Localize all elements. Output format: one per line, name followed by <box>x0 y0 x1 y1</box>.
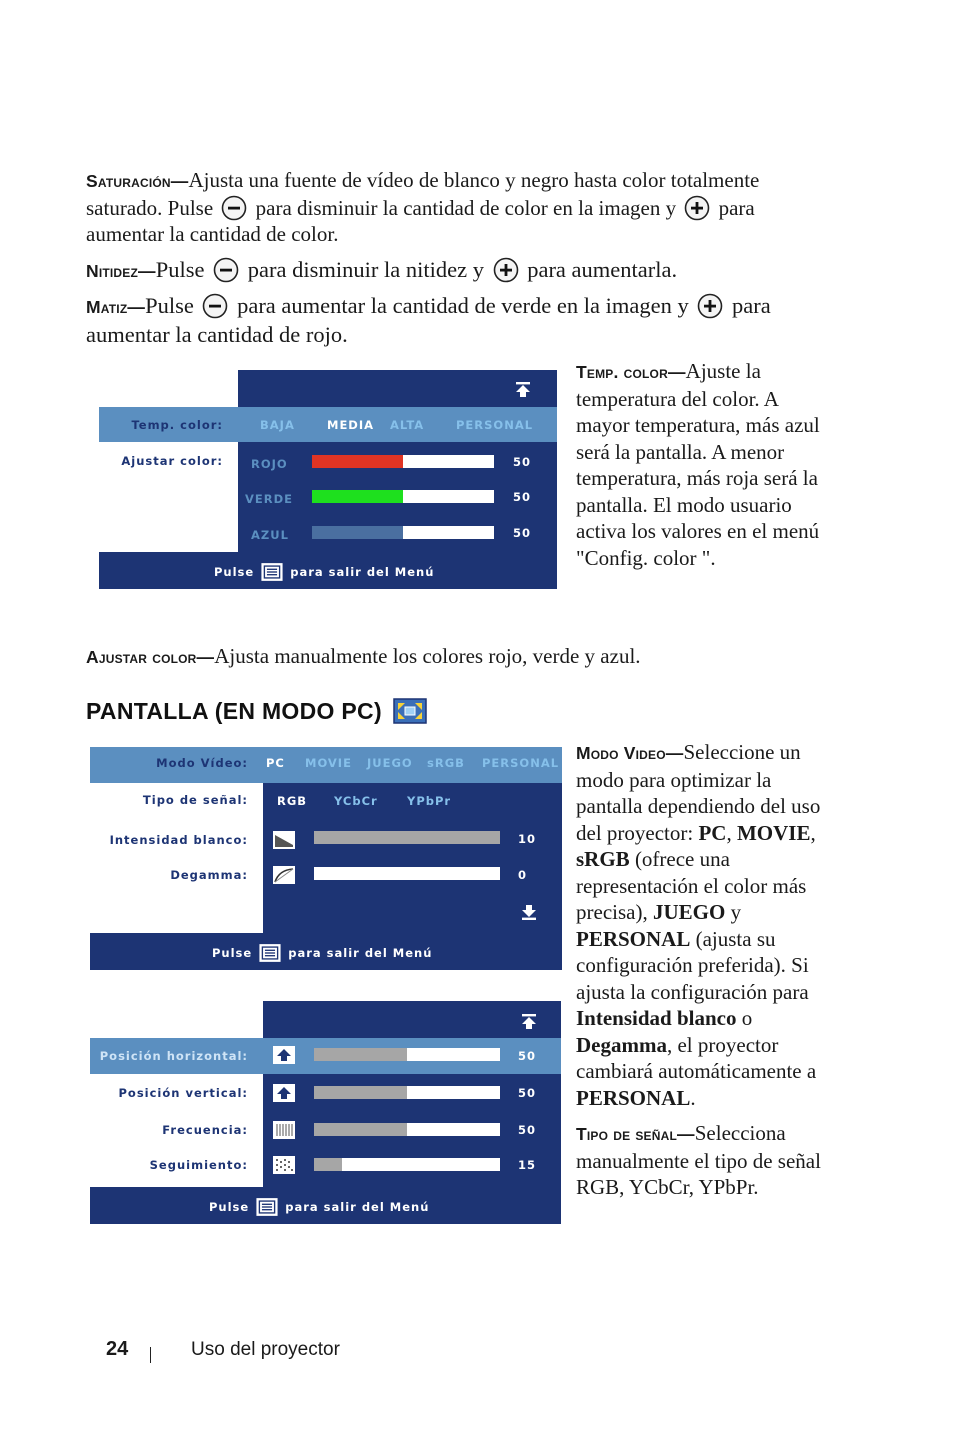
minus-button-icon <box>213 257 239 283</box>
up-arrow-icon[interactable] <box>513 380 533 400</box>
section-heading-text: PANTALLA (EN MODO PC) <box>86 698 382 724</box>
posicion-horizontal-slider-fill <box>314 1048 407 1061</box>
footer-section-title: Uso del proyector <box>191 1339 340 1360</box>
seguimiento-slider[interactable] <box>314 1158 500 1171</box>
osd-position-menu <box>90 1001 561 1224</box>
temp-color-text: Ajuste la temperatura del color. A mayor temperatura, más azul será la pantalla. A menor temperatura, más roja será la pantalla. El modo usuario activa los valores en el menú "Config. color ". <box>576 359 820 570</box>
nitidez-paragraph <box>86 256 846 285</box>
bold-movie: MOVIE <box>736 820 811 845</box>
seguimiento-slider-fill <box>314 1158 342 1171</box>
temp-color-paragraph <box>576 358 828 571</box>
ajustar-color-paragraph <box>86 643 846 671</box>
rojo-slider-fill <box>312 455 403 468</box>
tipo-senal-text: Selecciona manualmente el tipo de señal RGB, YCbCr, YPbPr. <box>576 1121 821 1199</box>
mode-movie[interactable]: MOVIE <box>305 756 352 770</box>
mode-juego[interactable]: JUEGO <box>367 756 413 770</box>
azul-value: 50 <box>513 526 532 540</box>
footer-pulse: Pulse <box>212 946 253 960</box>
modo-video-text: , <box>726 820 737 845</box>
section-heading <box>86 698 427 725</box>
ajustar-color-text: Ajusta manualmente los colores rojo, verde y azul. <box>214 644 641 668</box>
matiz-term: Matiz— <box>86 297 146 317</box>
temp-option-alta[interactable]: ALTA <box>390 418 425 432</box>
modo-video-text: . <box>690 1085 696 1110</box>
verde-slider-fill <box>312 490 403 503</box>
down-arrow-icon[interactable] <box>519 902 539 922</box>
azul-slider-fill <box>312 526 403 539</box>
degamma-icon <box>273 866 295 884</box>
tipo-senal-label: Tipo de señal: <box>142 793 248 807</box>
rojo-value: 50 <box>513 455 532 469</box>
verde-label: VERDE <box>245 492 294 506</box>
nitidez-text-3: para aumentarla. <box>527 257 678 282</box>
footer-exit-text: para salir del Menú <box>285 1200 430 1214</box>
frequency-icon <box>273 1121 295 1139</box>
plus-button-icon <box>684 195 710 221</box>
footer-exit-text: para salir del Menú <box>290 565 435 579</box>
osd-footer-text <box>212 943 432 963</box>
verde-slider[interactable] <box>312 490 494 503</box>
osd-color-menu <box>99 370 557 589</box>
modo-video-text: Seleccione un modo para optimizar la pantalla dependiendo del uso del proyector: <box>576 740 821 845</box>
modo-video-text: (ofrece una representación el color más precisa), <box>576 847 807 924</box>
frecuencia-label: Frecuencia: <box>162 1123 248 1137</box>
plus-button-icon <box>697 293 723 319</box>
temp-option-media[interactable]: MEDIA <box>327 418 375 432</box>
ajustar-color-term: Ajustar color— <box>86 647 215 667</box>
posicion-vertical-value: 50 <box>518 1086 537 1100</box>
modo-video-paragraph <box>576 739 828 1111</box>
matiz-paragraph <box>86 292 846 349</box>
display-settings-icon <box>393 698 427 724</box>
minus-button-icon <box>202 293 228 319</box>
nitidez-text: Pulse <box>155 257 205 282</box>
saturacion-term: Saturación— <box>86 171 189 191</box>
frecuencia-value: 50 <box>518 1123 537 1137</box>
degamma-label: Degamma: <box>170 868 248 882</box>
footer-pulse: Pulse <box>209 1200 250 1214</box>
matiz-text-2: para aumentar la cantidad de verde en la imagen y <box>237 293 689 318</box>
minus-button-icon <box>221 195 247 221</box>
footer-pulse: Pulse <box>214 565 255 579</box>
osd-footer-text <box>214 562 434 582</box>
osd-footer-text <box>209 1197 429 1217</box>
matiz-text-3: para aumentar la cantidad de rojo. <box>86 293 771 347</box>
intensidad-blanco-slider[interactable] <box>314 831 500 844</box>
modo-video-label: Modo Vídeo: <box>156 756 248 770</box>
azul-label: AZUL <box>251 528 289 542</box>
temp-color-term: Temp. color— <box>576 362 686 382</box>
modo-video-text: , el proyector cambiará automáticamente a <box>576 1032 817 1083</box>
bold-intensidad-blanco: Intensidad blanco <box>576 1006 737 1030</box>
nitidez-term: Nitidez— <box>86 261 156 281</box>
seguimiento-value: 15 <box>518 1158 537 1172</box>
modo-video-text: y <box>725 900 742 924</box>
posicion-horizontal-label: Posición horizontal: <box>99 1049 248 1063</box>
modo-video-text: , <box>810 820 816 845</box>
mode-srgb[interactable]: sRGB <box>427 756 465 770</box>
matiz-text: Pulse <box>145 293 194 318</box>
footer-divider <box>150 1347 151 1363</box>
signal-ypbpr[interactable]: YPbPr <box>407 794 452 808</box>
saturacion-text: Ajusta una fuente de vídeo de blanco y negro hasta color totalmente saturado. Pulse <box>86 168 760 220</box>
white-intensity-icon <box>273 831 295 849</box>
rojo-label: ROJO <box>251 457 288 471</box>
modo-video-text: (ajusta su configuración preferida). Si ajusta la configuración para <box>576 926 809 1004</box>
posicion-vertical-slider[interactable] <box>314 1086 500 1099</box>
modo-video-term: Modo Video— <box>576 743 684 763</box>
posicion-horizontal-value: 50 <box>518 1049 537 1063</box>
tipo-senal-paragraph <box>576 1120 828 1201</box>
bold-pc: PC <box>698 820 727 845</box>
degamma-value: 0 <box>518 868 528 882</box>
menu-button-icon <box>256 1197 278 1217</box>
bold-srgb: sRGB <box>576 847 630 871</box>
ajustar-color-label: Ajustar color: <box>121 454 223 468</box>
posicion-vertical-slider-fill <box>314 1086 407 1099</box>
modo-video-text: o <box>736 1006 753 1030</box>
plus-button-icon <box>493 257 519 283</box>
temp-option-baja[interactable]: BAJA <box>260 418 295 432</box>
up-arrow-icon[interactable] <box>519 1012 539 1032</box>
frecuencia-slider-fill <box>314 1123 407 1136</box>
intensidad-blanco-value: 10 <box>518 832 537 846</box>
rojo-slider[interactable] <box>312 455 494 468</box>
posicion-horizontal-slider[interactable] <box>314 1048 500 1061</box>
saturacion-text-3: para aumentar la cantidad de color. <box>86 195 755 246</box>
bold-personal-2: PERSONAL <box>576 1085 691 1110</box>
intensidad-blanco-slider-fill <box>314 831 500 844</box>
menu-button-icon <box>259 943 281 963</box>
saturacion-text-2: para disminuir la cantidad de color en la imagen y <box>255 195 677 220</box>
footer-exit-text: para salir del Menú <box>288 946 433 960</box>
v-position-icon <box>273 1084 295 1102</box>
menu-button-icon <box>261 562 283 582</box>
h-position-icon <box>273 1046 295 1064</box>
frecuencia-slider[interactable] <box>314 1123 500 1136</box>
nitidez-text-2: para disminuir la nitidez y <box>247 257 484 282</box>
tracking-icon <box>273 1156 295 1174</box>
mode-pc[interactable]: PC <box>266 756 285 770</box>
degamma-slider[interactable] <box>314 867 500 880</box>
osd-video-menu <box>90 747 562 970</box>
tipo-senal-term: Tipo de señal— <box>576 1124 695 1144</box>
seguimiento-label: Seguimiento: <box>149 1158 248 1172</box>
posicion-vertical-label: Posición vertical: <box>118 1086 248 1100</box>
temp-option-personal[interactable]: PERSONAL <box>456 418 534 432</box>
verde-value: 50 <box>513 490 532 504</box>
mode-personal[interactable]: PERSONAL <box>482 756 560 770</box>
bold-personal: PERSONAL <box>576 926 691 951</box>
bold-juego: JUEGO <box>652 900 726 924</box>
azul-slider[interactable] <box>312 526 494 539</box>
signal-ycbcr[interactable]: YCbCr <box>334 794 378 808</box>
saturacion-paragraph <box>86 167 826 248</box>
bold-degamma: Degamma <box>576 1032 667 1057</box>
temp-color-label: Temp. color: <box>131 418 223 432</box>
signal-rgb[interactable]: RGB <box>277 794 308 808</box>
intensidad-blanco-label: Intensidad blanco: <box>109 833 248 847</box>
page-number: 24 <box>106 1338 129 1360</box>
